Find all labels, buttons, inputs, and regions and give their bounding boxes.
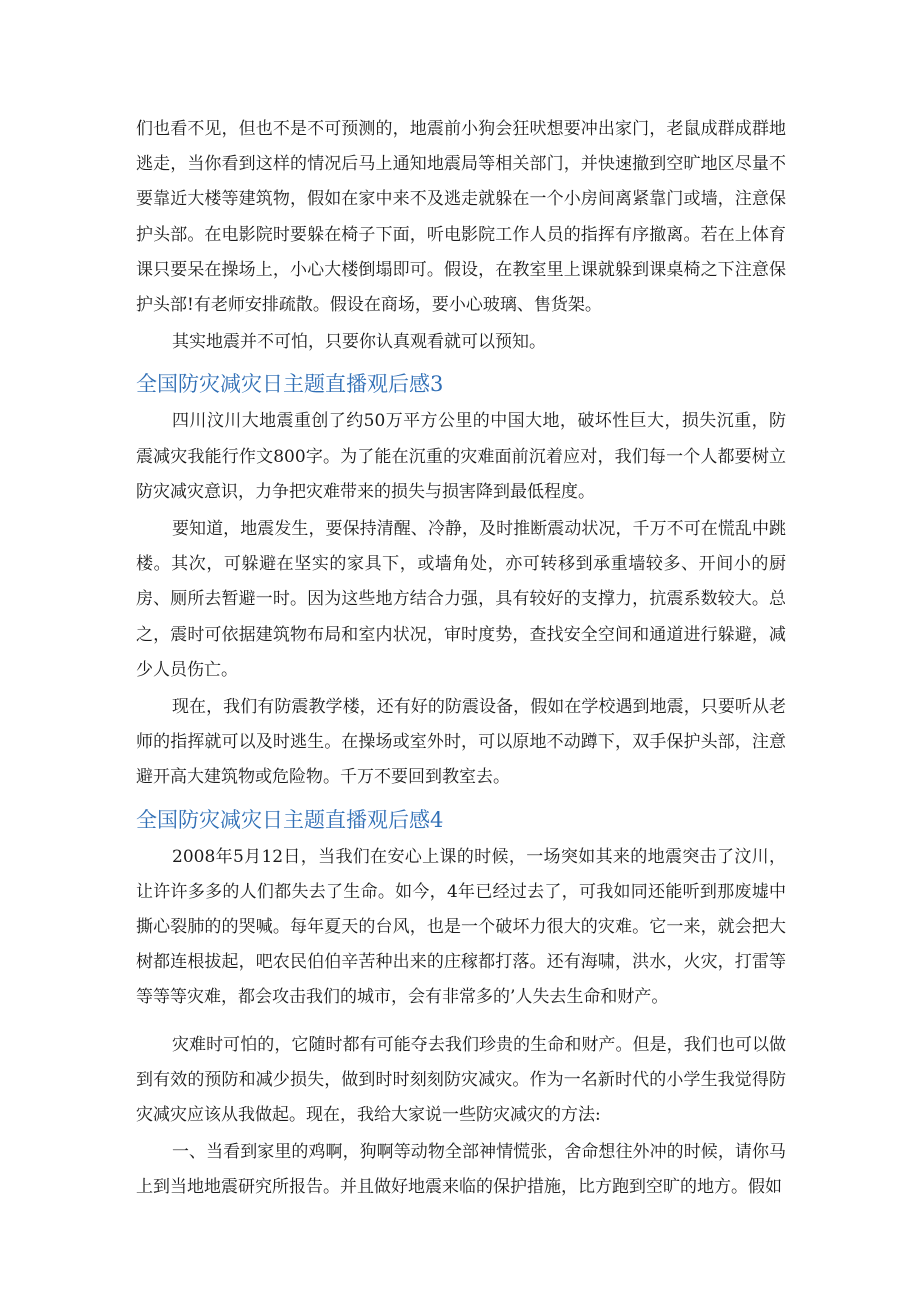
paragraph: 灾难时可怕的，它随时都有可能夺去我们珍贵的生命和财产。但是，我们也可以做到有效的预防和减少损失，做到时时刻刻防灾减灾。作为一名新时代的小学生我觉得防灾减灾应该从我做起。现在，我给大家说一些防灾减灾的方法: xyxy=(136,1034,786,1126)
paragraph: 现在，我们有防震教学楼，还有好的防震设备，假如在学校遇到地震，只要听从老师的指挥就可以及时逃生。在操场或室外时，可以原地不动蹲下，双手保护头部，注意避开高大建筑物或危险物。千万不要回到教室去。 xyxy=(136,697,786,788)
section-heading: 全国防灾减灾日主题直播观后感3 xyxy=(136,372,444,397)
paragraph: 一、当看到家里的鸡啊，狗啊等动物全部神情慌张，舍命想往外冲的时候，请你马上到当地地震研究所报告。并且做好地震来临的保护措施，比方跑到空旷的地方。假如 xyxy=(136,1142,786,1198)
paragraph: 们也看不见，但也不是不可预测的，地震前小狗会狂吠想要冲出家门，老鼠成群成群地逃走，当你看到这样的情况后马上通知地震局等相关部门，并快速撤到空旷地区尽量不要靠近大楼等建筑物，假如在家中来不及逃走就躲在一个小房间离紧靠门或墙，注意保护头部。在电影院时要躲在椅子下面，听电影院工作人员的指挥有序撤离。若在上体育课只要呆在操场上，小心大楼倒塌即可。假设，在教室里上课就躲到课桌椅之下注意保护头部!有老师安排疏散。假设在商场，要小心玻璃、售货架。 xyxy=(136,119,786,316)
paragraph: 四川汶川大地震重创了约50万平方公里的中国大地，破坏性巨大，损失沉重，防震减灾我能行作文800字。为了能在沉重的灾难面前沉着应对，我们每一个人都要树立防灾减灾意识，力争把灾难带来的损失与损害降到最低程度。 xyxy=(136,411,786,502)
document-page xyxy=(136,112,786,1206)
paragraph: 要知道，地震发生，要保持清醒、冷静，及时推断震动状况，千万不可在慌乱中跳楼。其次，可躲避在坚实的家具下，或墙角处，亦可转移到承重墙较多、开间小的厨房、厕所去暂避一时。因为这些地方结合力强，具有较好的支撑力，抗震系数较大。总之，震时可依据建筑物布局和室内状况，审时度势，查找安全空间和通道进行躲避，减少人员伤亡。 xyxy=(136,519,786,680)
paragraph: 其实地震并不可怕，只要你认真观看就可以预知。 xyxy=(172,332,546,353)
section-heading: 全国防灾减灾日主题直播观后感4 xyxy=(136,807,444,832)
paragraph: 2008年5月12日，当我们在安心上课的时候，一场突如其来的地震突击了汶川，让许许多多的人们都失去了生命。如今，4年已经过去了，可我如同还能听到那废墟中撕心裂肺的的哭喊。每年夏天的台风，也是一个破坏力很大的灾难。它一来，就会把大树都连根拔起，吧农民伯伯辛苦种出来的庄稼都打落。还有海啸，洪水，火灾，打雷等等等等灾难，都会攻击我们的城市，会有非常多的’人失去生命和财产。 xyxy=(136,846,786,1008)
